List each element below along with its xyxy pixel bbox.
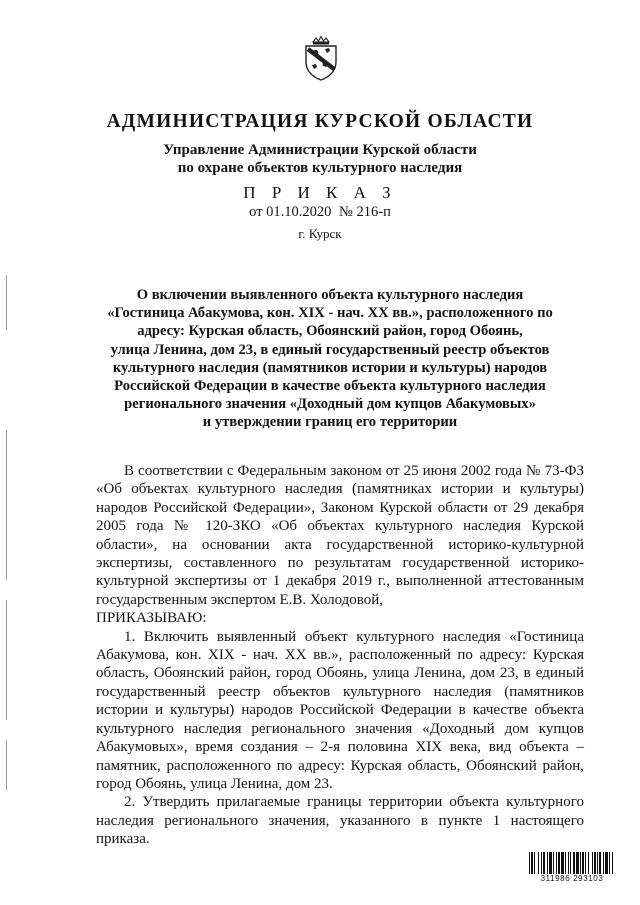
barcode-bar [582,852,584,874]
barcode-bars [529,852,615,874]
heading-line: О включении выявленного объекта культурного наследия [136,287,524,303]
barcode-bar [553,852,554,874]
barcode-bar [570,852,571,874]
scan-mark [6,740,7,790]
barcode-bar [609,852,610,874]
barcode-bar [605,852,608,874]
heading-line: «Гостиница Абакумова, кон. XIX - нач. XX вв.», расположенного по [107,305,553,322]
barcode-bar [597,852,598,874]
order-body [96,462,584,849]
date-prefix: от [249,204,263,220]
barcode-bar [529,852,530,874]
barcode-bar [549,852,552,874]
barcode-bar [592,852,593,874]
barcode-bar [547,852,548,874]
department-name-line1: Управление Администрации Курской области [163,142,477,158]
heading-line: культурного наследия (памятников истории и культуры) народов [112,359,548,376]
barcode-bar [558,852,560,874]
barcode-bar [568,852,569,874]
order-date: 01.10.2020 [266,204,332,220]
heading-line: адресу: Курская область, Обоянский район, город Обоянь, [137,323,523,340]
barcode-bar [594,852,596,874]
barcode-bar [585,852,586,874]
barcode-bar [599,852,601,874]
barcode-bar [556,852,557,874]
barcode [529,852,615,883]
barcode-bar [603,852,604,874]
barcode-bar [541,852,542,874]
order-number: № 216-п [339,204,391,220]
order-point-1: 1. Включить выявленный объект культурного наследия «Гостиница Абакумова, кон. XIX - нач. XX вв.», расположенный по адресу: Курская область, Обоянский район, город Обоянь, улица Ленина, дом 23, в единый государственный реестр объектов культурного наследия (памятников истории и культуры) народов Российской Федерации в качестве объекта культурного наследия регионального значения «Доходный дом купцов Абакумовых», время создания – 2-я половина XIX века, вид объекта – памятник, расположенного по адресу: Курская область, Обоянский район, город Обоянь, улица Ленина, дом 23. [96,628,584,792]
barcode-bar [580,852,581,874]
scan-mark [6,600,7,720]
scan-mark [6,275,7,330]
barcode-bar [565,852,566,874]
barcode-bar [612,852,613,874]
order-heading [96,286,564,432]
organization-title: АДМИНИСТРАЦИЯ КУРСКОЙ ОБЛАСТИ [106,111,534,132]
barcode-number: 311986 293103 [540,874,604,883]
department-name-line2: по охране объектов культурного наследия [177,160,463,176]
heading-line: улица Ленина, дом 23, в единый государственный реестр объектов [110,341,550,358]
barcode-bar [576,852,579,874]
order-point-2: 2. Утвердить прилагаемые границы территории объекта культурного наследия регионального значения, указанного в пункте 1 настоящего приказа. [96,794,584,848]
order-city: г. Курск [298,226,342,241]
barcode-bar [538,852,539,874]
document-type-title: П Р И К А З [243,183,397,202]
barcode-bar [573,852,575,874]
barcode-bar [588,852,589,874]
barcode-bar [531,852,533,874]
scan-mark [6,430,7,580]
heading-line: Российской Федерации в качестве объекта культурного наследия [114,378,546,395]
order-date-line [0,204,640,221]
barcode-bar [534,852,535,874]
barcode-bar [543,852,545,874]
kursk-coat-of-arms-icon [303,35,339,81]
preamble-paragraph: В соответствии с Федеральным законом от 25 июня 2002 года № 73-ФЗ «Об объектах культурного наследия (памятниках истории и культуры) народов Российской Федерации», Законом Курской области от 29 декабря 2005 года № 120-ЗКО «Об объектах культурного наследия Курской области», на основании акта государственной историко-культурной экспертизы, составленного по результатам государственной историко-культурной экспертизы от 1 декабря 2019 г., выполненной аттестованным государственным экспертом Е.В. Холодовой, [96,463,584,608]
barcode-bar [561,852,564,874]
order-directive: ПРИКАЗЫВАЮ: [96,610,207,627]
heading-line: и утверждении границ его территории [202,414,458,431]
heading-line: регионального значения «Доходный дом купцов Абакумовых» [124,396,536,413]
